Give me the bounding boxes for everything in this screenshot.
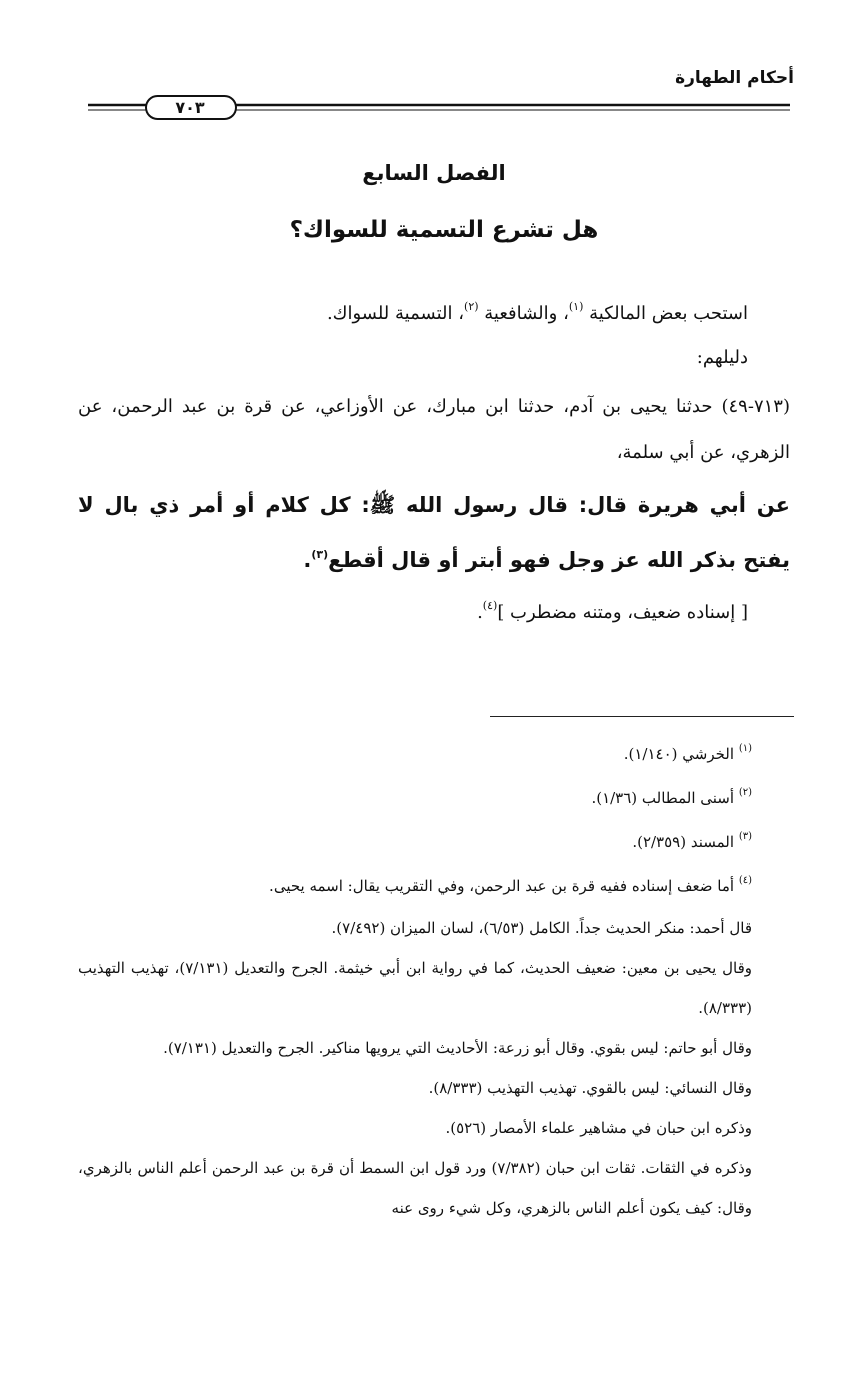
- footnote-4-number: (٤): [738, 875, 752, 886]
- footnote-4-ibn-hibban-mashahir: وذكره ابن حبان في مشاهير علماء الأمصار (٥٢٦).: [445, 1119, 752, 1137]
- footnote-3: [78, 820, 752, 864]
- chapter-title: هل تشرع التسمية للسواك؟: [289, 217, 599, 243]
- running-header-title: أحكام الطهارة: [675, 68, 794, 88]
- footnote-2-text: أسنى المطالب (١/٣٦).: [591, 789, 739, 807]
- main-text: [78, 292, 790, 636]
- hadith-paragraph: [78, 478, 790, 588]
- footnote-separator: [490, 716, 794, 717]
- grade-end: .: [477, 602, 483, 623]
- footnote-4-nasai: وقال النسائي: ليس بالقوي. تهذيب التهذيب (٨/٣٣٣).: [428, 1079, 752, 1097]
- footnote-1-text: الخرشي (١/١٤٠).: [623, 745, 739, 763]
- intro-paragraph: [78, 292, 748, 336]
- hadith-end: .: [303, 548, 312, 572]
- grade-paragraph: [78, 590, 748, 636]
- footnote-4-ahmad: قال أحمد: منكر الحديث جداً. الكامل (٦/٥٣)، لسان الميزان (٧/٤٩٢).: [331, 919, 752, 937]
- footnote-2: [78, 776, 752, 820]
- grade-text: [ إسناده ضعيف، ومتنه مضطرب ]: [497, 602, 748, 623]
- footnote-ref-3: (٣): [311, 548, 329, 561]
- footnote-2-number: (٢): [738, 787, 752, 798]
- footnote-ref-4: (٤): [482, 599, 498, 612]
- footnote-ref-1: (١): [568, 300, 584, 313]
- footnote-3-number: (٣): [738, 831, 752, 842]
- footnote-1: [78, 732, 752, 776]
- footnote-3-text: المسند (٢/٣٥٩).: [632, 833, 739, 851]
- intro-text-1: استحب بعض المالكية: [583, 303, 748, 324]
- footnote-4-ibn-hibban-thiqat: وذكره في الثقات. ثقات ابن حبان (٧/٣٨٢) ورد قول ابن السمط أن قرة بن عبد الرحمن أعلم الناس بالزهري، وقال: كيف يكون أعلم الناس بالزهري، وكل شيء روى عنه: [78, 1159, 752, 1217]
- footnote-4-ibn-maeen: وقال يحيى بن معين: ضعيف الحديث، كما في رواية ابن أبي خيثمة. الجرح والتعديل (٧/١٣١)، تهذيب التهذيب (٨/٣٣٣).: [78, 959, 752, 1017]
- footnote-1-number: (١): [738, 743, 752, 754]
- footnote-4-text: أما ضعف إسناده ففيه قرة بن عبد الرحمن، وفي التقريب يقال: اسمه يحيى.: [269, 877, 739, 895]
- evidence-label: دليلهم:: [696, 347, 748, 368]
- isnad-paragraph: (٧١٣-٤٩) حدثنا يحيى بن آدم، حدثنا ابن مبارك، عن الأوزاعي، عن قرة بن عبد الرحمن، عن الزهري، عن أبي سلمة،: [78, 396, 790, 463]
- intro-text-2: ، والشافعية: [478, 303, 569, 324]
- chapter-label: الفصل السابع: [362, 161, 506, 185]
- page-number: ٧٠٣: [175, 98, 205, 117]
- footnote-4-abu-hatim: وقال أبو حاتم: ليس بقوي. وقال أبو زرعة: الأحاديث التي يرويها مناكير. الجرح والتعديل (٧/١٣١).: [163, 1039, 752, 1057]
- hadith-text: عن أبي هريرة قال: قال رسول الله ﷺ: كل كلام أو أمر ذي بال لا يفتح بذكر الله عز وجل فهو أبتر أو قال أقطع: [78, 493, 790, 572]
- footnote-4: [78, 864, 752, 908]
- intro-text-3: ، التسمية للسواك.: [326, 303, 465, 324]
- footnote-ref-2: (٢): [464, 300, 479, 313]
- footnotes: [78, 732, 794, 1228]
